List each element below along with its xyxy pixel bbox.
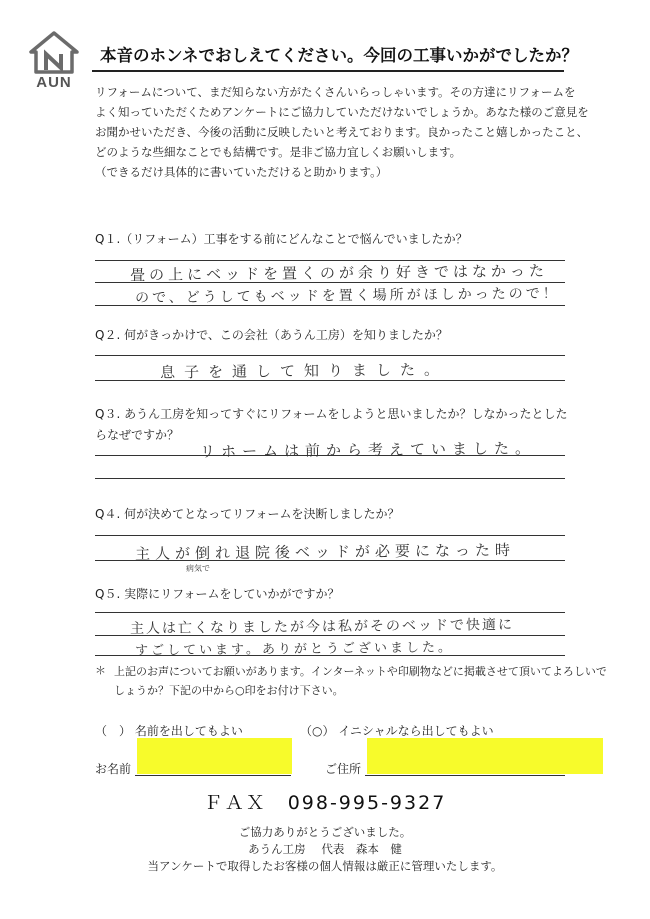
address-field-line [365,775,565,776]
name-field-line [135,775,291,776]
footer-thanks: ご協力ありがとうございました。 [238,825,412,839]
question-2: Q２. 何がきっかけで、この会社（あうん工房）を知りましたか？ [95,328,448,342]
note-mark: ＊ [95,664,106,677]
name-label: お名前 [95,762,132,776]
answer-1-line-1: 畳の上にベッドを置くのが余り好きではなかった [129,261,549,285]
answer-5-line-1: 主人は亡くなりましたが今は私がそのベッドで快適に [129,616,515,638]
answer-2-line-1: 息子を通して知りました。 [159,360,449,382]
option-label: 名前を出してもよい [134,724,243,738]
answer-rule [95,535,565,536]
option-label: イニシャルなら出してもよい [338,724,494,738]
intro-line: リフォームについて、まだ知らない方がたくさんいらっしゃいます。その方達にリフォームを [95,85,576,99]
answer-rule [95,655,565,656]
option-initials[interactable] [300,722,494,739]
answer-4-line-1: 主人が倒れ退院後ベッドが必要になった時 [134,541,516,563]
answer-rule [95,380,565,381]
footer-org [0,841,650,857]
house-n-logo-icon [26,30,82,74]
note-line: 上記のお声についてお願いがあります。インターネットや印刷物などに掲載させて頂いてよろしいで [114,665,607,678]
intro-line: どのような些細なことでも結構です。是非ご協力宜しくお願いします。 [95,145,462,159]
note-line: しょうか？下記の中から○印をお付け下さい。 [114,684,344,697]
address-label: ご住所 [325,762,362,776]
intro-line: （できるだけ具体的に書いていただけると助かります。） [95,165,388,179]
option-mark: （ ） [95,724,132,738]
name-redaction [137,738,292,774]
intro-line: よく知っていただくためアンケートにご協力していただけないでしょうか。あなた様のご意見を [95,105,589,119]
answer-rule [95,635,565,636]
publication-consent-note [114,662,607,700]
question-3-continued: らなぜですか？ [95,428,180,442]
title-underline [92,70,564,72]
privacy-notice: 当アンケートで取得したお客様の個人情報は厳正に管理いたします。 [147,859,503,873]
answer-rule [95,612,565,613]
representative: 代表 森本 健 [321,842,402,856]
intro-line: お聞かせいただき、今後の活動に反映したいと考えております。良かったこと嬉しかったこと、 [95,125,589,139]
answer-rule [95,355,565,356]
question-4: Q４. 何が決めてとなってリフォームを決断しましたか？ [95,507,400,521]
answer-3-line-1: リホームは前から考えていました。 [199,439,537,461]
address-redaction [367,738,603,774]
answer-rule [95,560,565,561]
company-logo [26,30,82,92]
answer-1-line-2: ので、どうしてもベッドを置く場所がほしかったので！ [134,285,560,307]
question-1: Q１.（リフォーム）工事をする前にどんなことで悩んでいましたか？ [95,232,468,246]
option-full-name[interactable] [95,722,243,739]
answer-rule [95,305,565,306]
page-title: 本音のホンネでおしえてください。今回の工事いかがでしたか？ [100,46,579,65]
intro-text [95,82,589,182]
answer-4-annotation: 病気で [185,563,211,574]
company-name: あうん工房 [248,842,306,856]
question-5: Q５. 実際にリフォームをしていかがですか？ [95,587,340,601]
option-mark: （○） [300,724,335,738]
answer-rule [95,478,565,479]
answer-5-line-2: すごしています。ありがとうございました。 [134,640,455,659]
fax-number: ＦＡＸ 098-995-9327 [203,792,447,814]
logo-text: AUN [36,74,72,91]
question-3: Q３. あうん工房を知ってすぐにリフォームをしようと思いましたか？しなかったとした [95,407,568,421]
